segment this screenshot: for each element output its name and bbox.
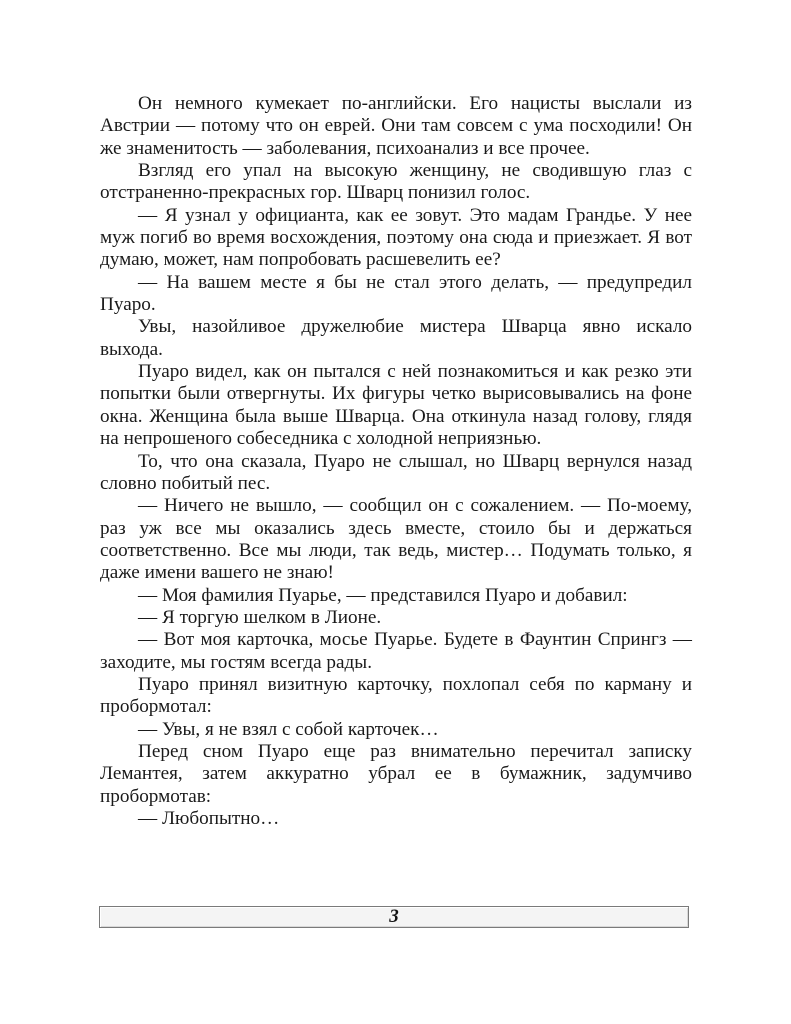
paragraph: — Моя фамилия Пуарье, — представился Пуаро и добавил: — [138, 584, 628, 606]
paragraph: — На вашем месте я бы не стал этого делать, — предупредил Пуаро. — [100, 271, 692, 316]
page-footer — [99, 906, 689, 928]
paragraph: — Я узнал у официанта, как ее зовут. Это мадам Грандье. У нее муж погиб во время восхождения, поэтому она сюда и приезжает. Я вот думаю, может, нам попробовать расшевелить ее? — [100, 204, 692, 271]
paragraph: То, что она сказала, Пуаро не слышал, но Шварц вернулся назад словно побитый пес. — [100, 450, 692, 494]
paragraph: Он немного кумекает по-английски. Его нацисты выслали из Австрии — потому что он еврей. Они там совсем с ума посходили! Он же знаменитость — заболевания, психоанализ и все прочее. — [100, 93, 692, 159]
paragraph: Пуаро видел, как он пытался с ней познакомиться и как резко эти попытки были отвергнуты. Их фигуры четко вырисовывались на фоне окна. Женщина была выше Шварца. Она откинула назад голову, глядя на непрошеного собеседника с холодной неприязнью. — [100, 361, 692, 450]
page-number: 3 — [389, 906, 399, 927]
paragraph: Увы, назойливое дружелюбие мистера Шварца явно искало выхода. — [100, 316, 692, 360]
body-text — [100, 93, 692, 830]
paragraph: Перед сном Пуаро еще раз внимательно перечитал записку Лемантея, затем аккуратно убрал ее в бумажник, задумчиво пробормотав: — [100, 740, 692, 807]
paragraph: — Я торгую шелком в Лионе. — [138, 606, 382, 628]
paragraph: — Ничего не вышло, — сообщил он с сожалением. — По-моему, раз уж все мы оказались здесь вместе, стоило бы и держаться соответственно. Все мы люди, так ведь, мистер… Подумать только, я даже имени вашего не знаю! — [100, 495, 692, 584]
paragraph: Взгляд его упал на высокую женщину, не сводившую глаз с отстраненно-прекрасных гор. Шварц понизил голос. — [100, 160, 692, 204]
paragraph: — Любопытно… — [138, 808, 280, 829]
paragraph: — Увы, я не взял с собой карточек… — [138, 718, 439, 740]
paragraph: — Вот моя карточка, мосье Пуарье. Будете в Фаунтин Спрингз — заходите, мы гостям всегда рады. — [100, 629, 692, 673]
paragraph: Пуаро принял визитную карточку, похлопал себя по карману и пробормотал: — [100, 673, 692, 718]
